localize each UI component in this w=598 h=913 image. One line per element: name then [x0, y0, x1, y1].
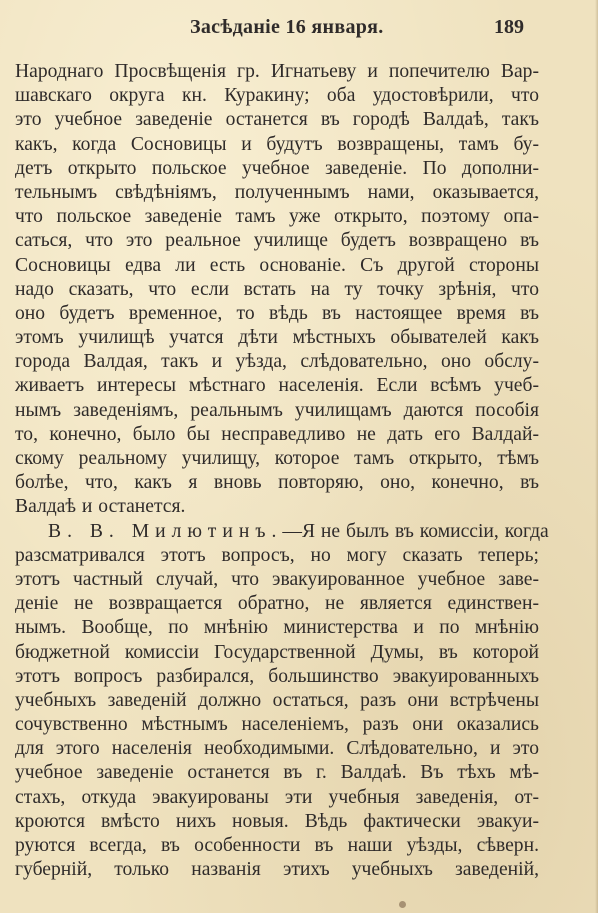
text-line-21: разсматривался этотъ вопросъ, но могу сказать теперь;	[15, 544, 539, 566]
text-line-7: что польское заведеніе тамъ уже открыто, поэтому опа-	[15, 206, 539, 228]
body-text	[15, 60, 549, 882]
text-line-26: этотъ вопросъ разбирался, большинство эвакуированныхъ	[15, 665, 539, 687]
page-number: 189	[494, 16, 524, 38]
text-line-3: это учебное заведеніе останется въ городѣ Валдаѣ, такъ	[15, 109, 539, 131]
text-line-10: надо сказать, что если встать на ту точку зрѣнія, что	[15, 278, 539, 300]
running-title: Засѣданіе 16 января.	[190, 16, 384, 38]
text-line-25: бюджетной комиссіи Государственной Думы, въ которой	[15, 641, 539, 663]
text-line-12: этомъ училищѣ учатся дѣти мѣстныхъ обывателей какъ	[15, 327, 539, 349]
text-line-28: сочувственно мѣстнымъ населеніемъ, разъ они оказались	[15, 714, 539, 736]
text-line-23: деніе не возвращается обратно, не является единствен-	[15, 593, 539, 615]
text-line-5: детъ открыто польское учебное заведеніе. По дополни-	[15, 157, 539, 179]
speaker-remark: —Я не былъ въ комиссіи, когда	[282, 520, 549, 542]
text-line-4: какъ, когда Сосновицы и будутъ возвращены, тамъ бу-	[15, 133, 539, 155]
running-head	[0, 16, 598, 44]
text-line-19: Валдаѣ и останется.	[15, 496, 186, 518]
text-line-13: города Валдая, такъ и уѣзда, слѣдовательно, оно обслу-	[15, 351, 539, 373]
text-line-22: этотъ частный случай, что эвакуированное учебное заве-	[15, 568, 539, 590]
text-line-34: губерній, только названія этихъ учебныхъ заведеній,	[15, 859, 539, 881]
text-line-18: болѣе, что, какъ я вновь повторяю, оно, конечно, въ	[15, 472, 539, 494]
text-line-15: нымъ заведеніямъ, реальнымъ училищамъ даются пособія	[15, 399, 539, 421]
text-line-1: Народнаго Просвѣщенія гр. Игнатьеву и попечителю Вар-	[15, 61, 539, 82]
text-line-31: стахъ, откуда эвакуированы эти учебныя заведенія, от-	[15, 786, 539, 808]
speaker-line	[15, 520, 549, 544]
text-line-14: живаетъ интересы мѣстнаго населенія. Если всѣмъ учеб-	[15, 375, 539, 397]
text-line-6: тельнымъ свѣдѣніямъ, полученнымъ нами, оказывается,	[15, 181, 539, 203]
text-line-30: учебное заведеніе останется въ г. Валдаѣ. Въ тѣхъ мѣ-	[15, 762, 539, 784]
text-line-24: нымъ. Вообще, по мнѣнію министерства и по мнѣнію	[15, 617, 539, 639]
text-line-11: оно будетъ временное, то вѣдь въ настоящее время въ	[15, 302, 539, 324]
text-line-8: саться, что это реальное училище будетъ возвращено въ	[15, 230, 539, 252]
text-line-27: учебныхъ заведеній должно остаться, разъ они встрѣчены	[15, 689, 539, 711]
text-line-29: для этого населенія необходимыми. Слѣдовательно, и это	[15, 738, 539, 760]
ink-dot	[399, 901, 406, 908]
text-line-16: то, конечно, было бы несправедливо не дать его Валдай-	[15, 423, 539, 445]
text-line-32: кроются вмѣсто нихъ новыя. Вѣдь фактически эвакуи-	[15, 810, 539, 832]
speaker-name: В. В. Милютинъ.	[48, 520, 283, 542]
text-line-9: Сосновицы едва ли есть основаніе. Съ другой стороны	[15, 254, 539, 276]
text-line-33: руются всегда, въ особенности въ наши уѣзды, сѣверн.	[15, 835, 539, 856]
text-line-17: скому реальному училищу, которое тамъ открыто, тѣмъ	[15, 448, 539, 469]
text-line-2: шавскаго округа кн. Куракину; оба удостовѣрили, что	[15, 85, 539, 107]
